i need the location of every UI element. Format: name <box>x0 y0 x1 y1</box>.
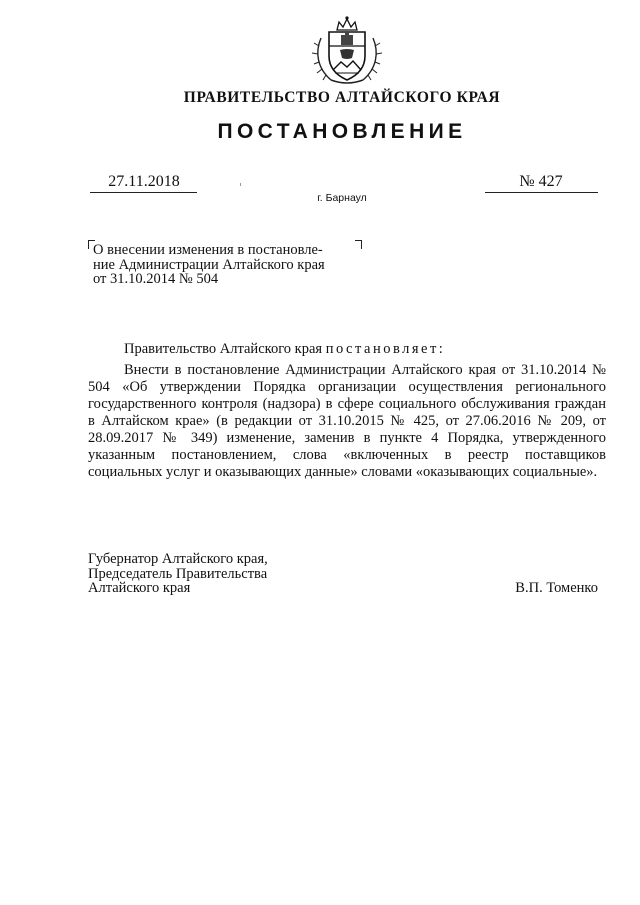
altai-krai-coat-of-arms-icon <box>307 10 387 90</box>
document-city: г. Барнаул <box>317 192 367 204</box>
resolution-text: Внести в постановление Администрации Алтайского края от 31.10.2014 № 504 «Об утверждении Порядка организации осуществления регионального государственного контроля (надзора) в сфере социального обслуживания граждан в Алтайском крае» (в редакции от 31.10.2015 № 425, от 27.06.2016 № 209, от 28.09.2017 № 349) изменение, заменив в пункте 4 Порядка, утвержденного указанным постановлением, слова «включенных в реестр поставщиков социальных услуг и оказывающих данные» словами «оказывающих социальные». <box>88 362 606 480</box>
signatory-name: В.П. Томенко <box>515 580 598 596</box>
resolution-intro-prefix: Правительство Алтайского края <box>124 341 323 357</box>
subject-line: ние Администрации Алтайского края <box>93 256 325 273</box>
signature-title-line: Алтайского края <box>88 580 191 596</box>
subject-line: от 31.10.2014 № 504 <box>93 271 219 287</box>
scan-mark <box>240 183 241 186</box>
signature-title-line: Председатель Правительства <box>88 565 268 582</box>
document-subject <box>93 243 358 287</box>
document-number: № 427 <box>519 173 563 190</box>
government-name: ПРАВИТЕЛЬСТВО АЛТАЙСКОГО КРАЯ <box>183 89 501 106</box>
signature-title-line: Губернатор Алтайского края, <box>88 551 268 567</box>
subject-line: О внесении изменения в постановле- <box>93 242 323 258</box>
document-type-title: ПОСТАНОВЛЕНИЕ <box>217 120 467 143</box>
document-date: 27.11.2018 <box>108 173 180 190</box>
resolution-intro-verb: постановляет: <box>325 341 446 357</box>
resolution-intro <box>124 342 445 357</box>
signature-title <box>88 552 268 596</box>
